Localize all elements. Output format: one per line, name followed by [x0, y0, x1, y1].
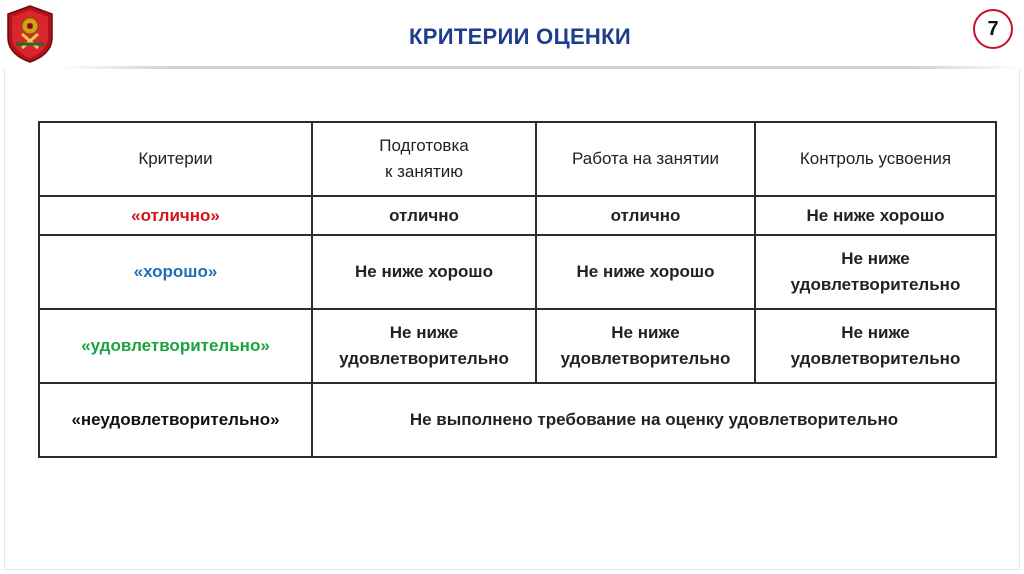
- header-criteria: Критерии: [39, 122, 312, 196]
- cell-preparation: Не ниже хорошо: [312, 235, 536, 309]
- header-preparation-line2: к занятию: [384, 162, 464, 181]
- cell-work: [536, 309, 755, 383]
- cell-control-line1: Не ниже: [841, 323, 910, 342]
- cell-control-line1: Не ниже: [841, 249, 910, 268]
- header-work: Работа на занятии: [536, 122, 755, 196]
- cell-work: отлично: [536, 196, 755, 235]
- cell-control: Не ниже хорошо: [755, 196, 996, 235]
- header-control: Контроль усвоения: [755, 122, 996, 196]
- table-row: [39, 235, 996, 309]
- grade-satisfactory: «удовлетворительно»: [39, 309, 312, 383]
- table-row: [39, 196, 996, 235]
- cell-preparation-line1: Не ниже: [389, 323, 459, 342]
- cell-control: [755, 235, 996, 309]
- table-row: [39, 383, 996, 457]
- header-divider: [60, 66, 1024, 69]
- page-number-badge: 7: [973, 9, 1013, 49]
- grade-unsatisfactory: «неудовлетворительно»: [39, 383, 312, 457]
- page-title: КРИТЕРИИ ОЦЕНКИ: [409, 24, 631, 49]
- cell-control-line2: удовлетворительно: [790, 275, 961, 294]
- cell-work-line1: Не ниже: [611, 323, 680, 342]
- cell-preparation-line2: удовлетворительно: [339, 349, 509, 368]
- cell-work-line2: удовлетворительно: [560, 349, 731, 368]
- header-preparation: [312, 122, 536, 196]
- grade-excellent: «отлично»: [39, 196, 312, 235]
- table-header-row: [39, 122, 996, 196]
- cell-merged-requirement: Не выполнено требование на оценку удовлетворительно: [312, 383, 996, 457]
- cell-control-line2: удовлетворительно: [790, 349, 961, 368]
- cell-control: [755, 309, 996, 383]
- cell-preparation: отлично: [312, 196, 536, 235]
- header-preparation-line1: Подготовка: [379, 136, 469, 155]
- cell-preparation: [312, 309, 536, 383]
- criteria-table: [38, 121, 997, 458]
- table-row: [39, 309, 996, 383]
- cell-work: Не ниже хорошо: [536, 235, 755, 309]
- grade-good: «хорошо»: [39, 235, 312, 309]
